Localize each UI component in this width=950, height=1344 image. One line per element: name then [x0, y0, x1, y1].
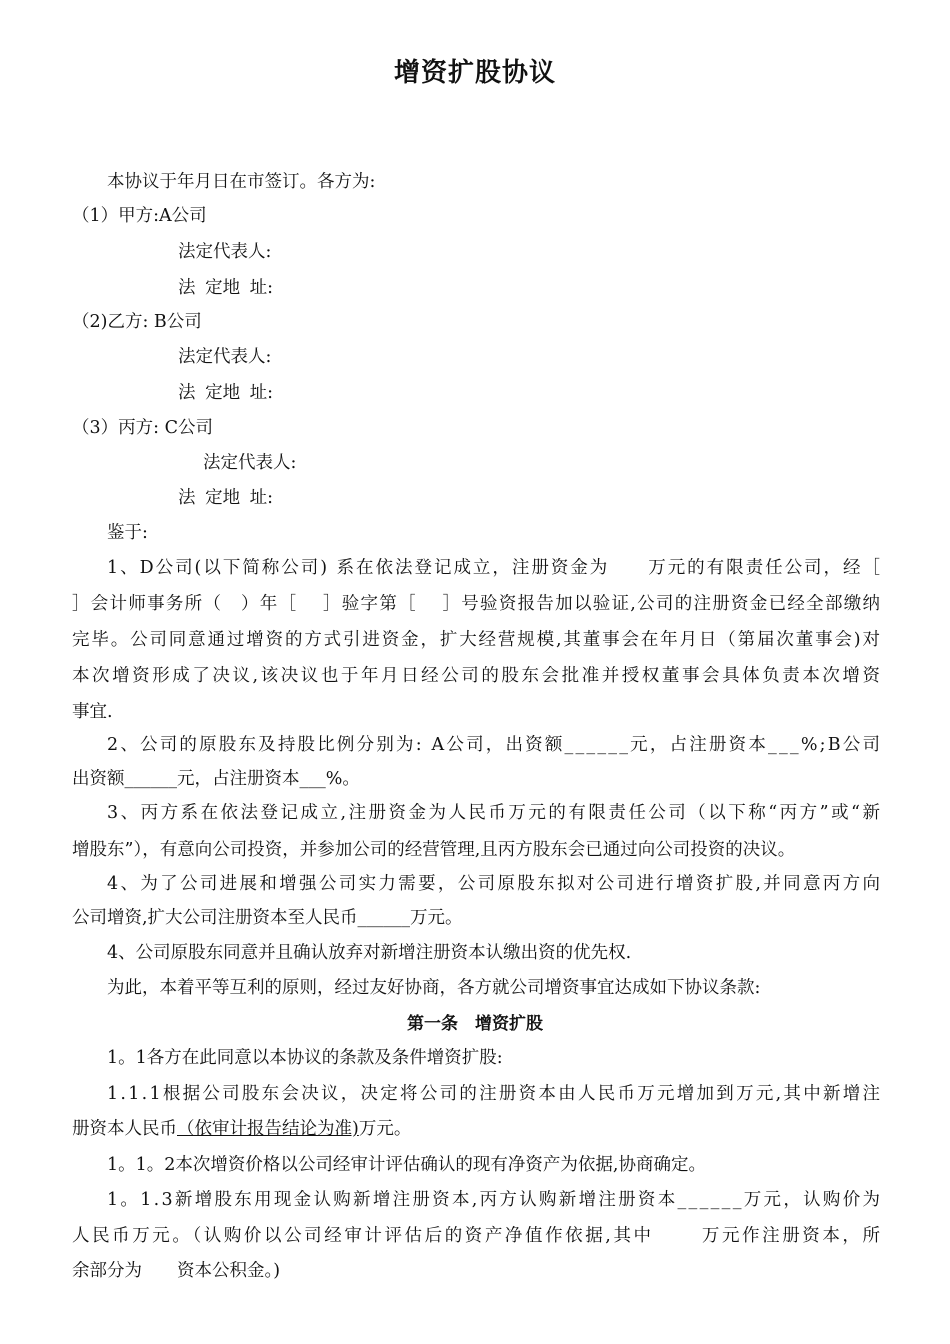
whereas-label: 鉴于:	[107, 523, 148, 543]
whereas-p3-line2: 增股东”），有意向公司投资，并参加公司的经营管理,且丙方股东会已通过向公司投资的决议。	[72, 840, 796, 860]
clause-1-1-1-line2: 册资本人民币（依审计报告结论为准)万元。	[72, 1119, 412, 1139]
clause-1-1-3-line3: 余部分为 资本公积金。)	[72, 1261, 281, 1281]
party-b-representative: 法定代表人:	[178, 347, 272, 367]
party-a-line: （1）甲方:A公司	[72, 206, 207, 226]
whereas-p6-line1: 为此，本着平等互利的原则，经过友好协商，各方就公司增资事宜达成如下协议条款:	[107, 978, 761, 998]
party-c-line: （3）丙方: C公司	[72, 418, 213, 438]
party-b-line: （2)乙方: B公司	[72, 312, 202, 332]
clause-1-1-1-line1: 1.1.1根据公司股东会决议，决定将公司的注册资本由人民币万元增加到万元,其中新增注	[107, 1084, 883, 1104]
party-b-address: 法 定地 址:	[178, 383, 274, 403]
whereas-p1-line2: ］会计师事务所（ ）年［ ］验字第［ ］号验资报告加以验证,公司的注册资金已经全部缴纳	[72, 594, 882, 614]
clause-1-1: 1。1各方在此同意以本协议的条款及条件增资扩股:	[107, 1048, 503, 1068]
whereas-p4-line2: 公司增资,扩大公司注册资本至人民币______万元。	[72, 908, 463, 928]
article-1-heading: 第一条 增资扩股	[407, 1014, 543, 1034]
whereas-p1-line4: 本次增资形成了决议,该决议也于年月日经公司的股东会批准并授权董事会具体负责本次增资	[72, 666, 883, 686]
party-a-representative: 法定代表人:	[178, 242, 272, 262]
document-title: 增资扩股协议	[393, 58, 556, 88]
whereas-p1-line3: 完毕。公司同意通过增资的方式引进资金，扩大经营规模,其董事会在年月日（第届次董事会)对	[72, 630, 882, 650]
intro-text: 本协议于年月日在市签订。各方为:	[107, 172, 376, 192]
clause-1-1-3-line2: 人民币万元。（认购价以公司经审计评估后的资产净值作依据,其中 万元作注册资本，所	[72, 1226, 883, 1246]
whereas-p1-line5: 事宜.	[72, 702, 113, 722]
whereas-p4-line1: 4、为了公司进展和增强公司实力需要，公司原股东拟对公司进行增资扩股,并同意丙方向	[107, 874, 883, 894]
party-c-address: 法 定地 址:	[178, 488, 274, 508]
clause-1-1-3-line1: 1。1.3新增股东用现金认购新增注册资本,丙方认购新增注册资本______万元，认购价为	[107, 1190, 883, 1210]
whereas-p5-line1: 4、公司原股东同意并且确认放弃对新增注册资本认缴出资的优先权.	[107, 943, 632, 963]
party-a-address: 法 定地 址:	[178, 278, 274, 298]
party-c-representative: 法定代表人:	[203, 453, 297, 473]
audit-basis-note: （依审计报告结论为准)	[177, 1119, 359, 1139]
whereas-p3-line1: 3、丙方系在依法登记成立,注册资金为人民币万元的有限责任公司（以下称“丙方”或“新	[107, 803, 883, 823]
whereas-p2-line1: 2、公司的原股东及持股比例分别为: A公司，出资额______元，占注册资本___%;B公司	[107, 735, 883, 755]
whereas-p1-line1: 1、D公司(以下简称公司) 系在依法登记成立，注册资金为 万元的有限责任公司，经［	[107, 558, 882, 578]
whereas-p2-line2: 出资额______元，占注册资本___%。	[72, 769, 360, 789]
clause-1-1-2: 1。1。2本次增资价格以公司经审计评估确认的现有净资产为依据,协商确定。	[107, 1155, 706, 1175]
